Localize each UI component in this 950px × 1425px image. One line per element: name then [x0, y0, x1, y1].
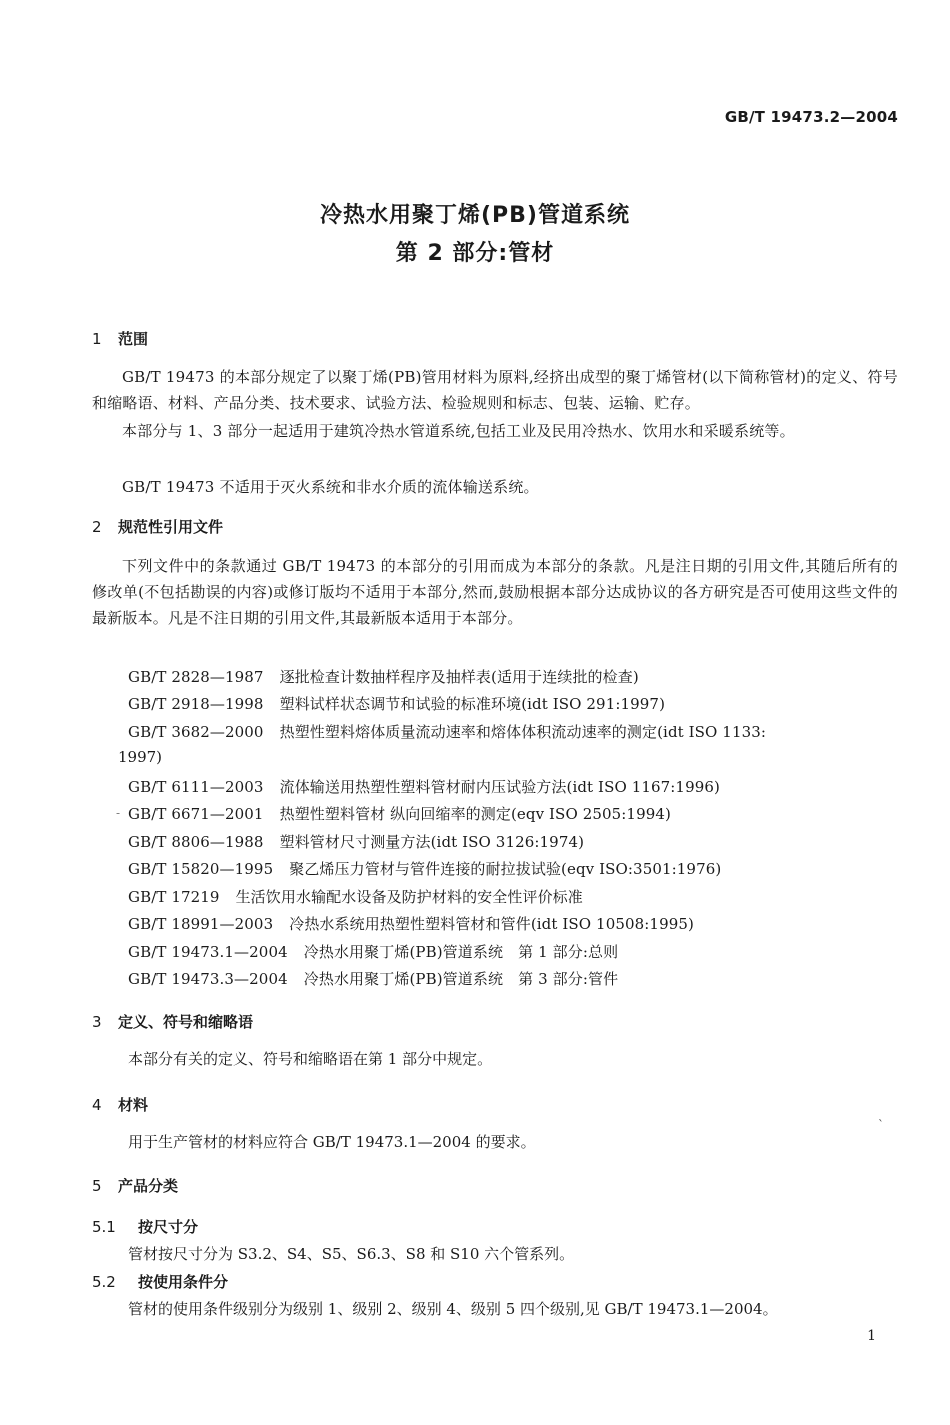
section-title: 产品分类: [118, 1177, 179, 1195]
subsection-number: 5.1: [92, 1218, 116, 1236]
scan-mark: -: [116, 806, 121, 820]
section-number: 4: [92, 1096, 102, 1114]
section-3-paragraph-1: 本部分有关的定义、符号和缩略语在第 1 部分中规定。: [128, 1050, 493, 1068]
section-title: 定义、符号和缩略语: [118, 1013, 254, 1031]
section-number: 3: [92, 1013, 102, 1031]
subsection-5-2-heading: [92, 1271, 228, 1292]
section-4-heading: [92, 1094, 148, 1115]
reference-item: GB/T 19473.1—2004 冷热水用聚丁烯(PB)管道系统 第 1 部分:总则: [128, 943, 619, 961]
subsection-5-2-paragraph: 管材的使用条件级别分为级别 1、级别 2、级别 4、级别 5 四个级别,见 GB/T 19473.1—2004。: [128, 1300, 778, 1318]
reference-item: GB/T 19473.3—2004 冷热水用聚丁烯(PB)管道系统 第 3 部分:管件: [128, 970, 619, 988]
page-number: 1: [867, 1328, 876, 1344]
section-title: 材料: [118, 1096, 149, 1114]
section-4-paragraph-1: 用于生产管材的材料应符合 GB/T 19473.1—2004 的要求。: [128, 1133, 536, 1151]
section-2-heading: [92, 516, 223, 537]
reference-item: GB/T 18991—2003 冷热水系统用热塑性塑料管材和管件(idt ISO 10508:1995): [128, 915, 694, 933]
subsection-5-1-paragraph: 管材按尺寸分为 S3.2、S4、S5、S6.3、S8 和 S10 六个管系列。: [128, 1245, 575, 1263]
document-title: 冷热水用聚丁烯(PB)管道系统: [319, 203, 630, 228]
document-subtitle: 第 2 部分:管材: [395, 241, 555, 266]
section-number: 1: [92, 330, 102, 348]
subsection-number: 5.2: [92, 1273, 116, 1291]
section-1-heading: [92, 328, 148, 349]
reference-item: GB/T 2918—1998 塑料试样状态调节和试验的标准环境(idt ISO 291:1997): [128, 695, 666, 713]
reference-item-continuation: 1997): [118, 748, 163, 766]
subsection-title: 按尺寸分: [138, 1218, 199, 1236]
section-5-heading: [92, 1175, 178, 1196]
section-1-paragraph-1: GB/T 19473 的本部分规定了以聚丁烯(PB)管用材料为原料,经挤出成型的聚丁烯管材(以下简称管材)的定义、符号和缩略语、材料、产品分类、技术要求、试验方法、检验规则和标志、包装、运输、贮存。: [92, 368, 898, 412]
standard-code: GB/T 19473.2—2004: [724, 108, 898, 126]
reference-item: GB/T 2828—1987 逐批检查计数抽样程序及抽样表(适用于连续批的检查): [128, 668, 639, 686]
section-3-heading: [92, 1011, 253, 1032]
reference-item: GB/T 6671—2001 热塑性塑料管材 纵向回缩率的测定(eqv ISO 2505:1994): [128, 805, 671, 823]
reference-item: GB/T 3682—2000 热塑性塑料熔体质量流动速率和熔体体积流动速率的测定(idt ISO 1133:: [128, 723, 767, 741]
reference-item: GB/T 6111—2003 流体输送用热塑性塑料管材耐内压试验方法(idt ISO 1167:1996): [128, 778, 720, 796]
reference-item: GB/T 15820—1995 聚乙烯压力管材与管件连接的耐拉拔试验(eqv ISO:3501:1976): [128, 860, 722, 878]
section-1-paragraph-2: 本部分与 1、3 部分一起适用于建筑冷热水管道系统,包括工业及民用冷热水、饮用水和采暖系统等。: [122, 422, 795, 440]
section-title: 规范性引用文件: [118, 518, 224, 536]
reference-item: GB/T 8806—1988 塑料管材尺寸测量方法(idt ISO 3126:1974): [128, 833, 585, 851]
section-title: 范围: [118, 330, 149, 348]
scan-mark: `: [878, 1118, 884, 1132]
section-number: 5: [92, 1177, 102, 1195]
reference-item: GB/T 17219 生活饮用水输配水设备及防护材料的安全性评价标准: [128, 888, 583, 906]
section-number: 2: [92, 518, 102, 536]
subsection-5-1-heading: [92, 1216, 198, 1237]
section-1-paragraph-3: GB/T 19473 不适用于灭火系统和非水介质的流体输送系统。: [122, 478, 539, 496]
section-2-paragraph-1: 下列文件中的条款通过 GB/T 19473 的本部分的引用而成为本部分的条款。凡是注日期的引用文件,其随后所有的修改单(不包括勘误的内容)或修订版均不适用于本部分,然而,鼓励根据本部分达成协议的各方研究是否可使用这些文件的最新版本。凡是不注日期的引用文件,其最新版本适用于本部分。: [92, 557, 898, 627]
subsection-title: 按使用条件分: [138, 1273, 229, 1291]
